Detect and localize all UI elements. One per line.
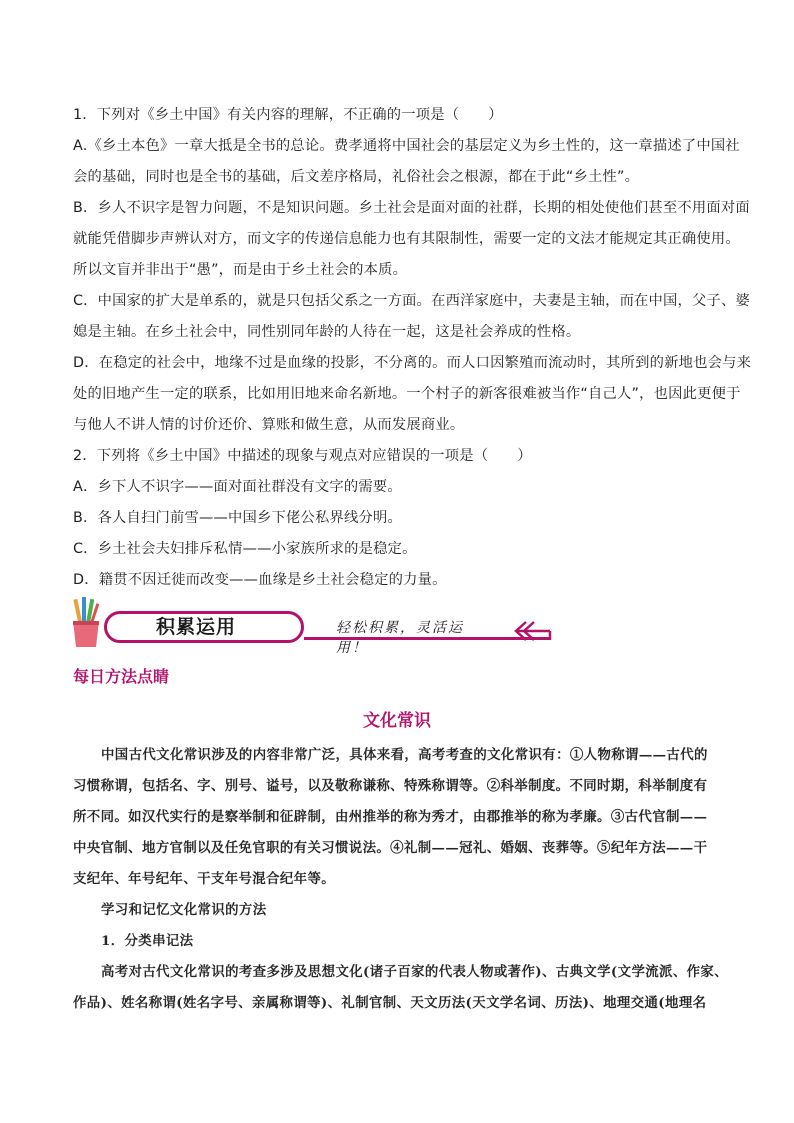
body-text (73, 740, 733, 1019)
body-line: 中央官制、地方官制以及任免官职的有关习惯说法。④礼制——冠礼、婚姻、丧葬等。⑤纪年方法——干 (73, 840, 708, 856)
doc-title: 文化常识 (363, 711, 431, 731)
arrow-left-icon (512, 619, 552, 643)
banner-slogan: 轻松积累，灵活运用！ (336, 620, 464, 656)
question-block (73, 100, 752, 596)
banner-title: 积累运用 (156, 616, 237, 638)
body-line: 所不同。如汉代实行的是察举制和征辟制，由州推举的称为秀才，由郡推举的称为孝廉。③古代官制—— (73, 809, 708, 825)
question-line: D．籍贯不因迁徙而改变——血缘是乡土社会稳定的力量。 (73, 572, 447, 588)
question-line: D．在稳定的社会中，地缘不过是血缘的投影，不分离的。而人口因繁殖而流动时，其所到的新地也会与来 (73, 355, 752, 371)
body-line: 高考对古代文化常识的考查多涉及思想文化(诸子百家的代表人物或著作)、古典文学(文学流派、作家、 (101, 964, 728, 980)
question-line: A．乡下人不识字——面对面社群没有文字的需要。 (73, 479, 402, 495)
body-subheading: 1．分类串记法 (101, 933, 194, 949)
question-line: C．中国家的扩大是单系的，就是只包括父系之一方面。在西洋家庭中，夫妻是主轴，而在中国，父子、婆 (73, 293, 751, 309)
body-subheading: 学习和记忆文化常识的方法 (101, 902, 267, 918)
section-banner (68, 595, 488, 656)
question-line: 与他人不讲人情的讨价还价、算账和做生意，从而发展商业。 (73, 417, 465, 433)
question-line: B．乡人不识字是智力问题，不是知识问题。乡土社会是面对面的社群，长期的相处使他们甚至不用面对面 (73, 200, 750, 216)
question-line: A.《乡土本色》一章大抵是全书的总论。费孝通将中国社会的基层定义为乡土性的，这一章描述了中国社 (73, 138, 740, 154)
question-line: 处的旧地产生一定的联系，比如用旧地来命名新地。一个村子的新客很难被当作“自己人”，也因此更便于 (73, 386, 741, 402)
pencil-cup-icon (70, 597, 102, 649)
question-line: C．乡土社会夫妇排斥私情——小家族所求的是稳定。 (73, 541, 417, 557)
question-line: 所以文盲并非出于“愚”，而是由于乡土社会的本质。 (73, 262, 408, 278)
question-line: 1．下列对《乡土中国》有关内容的理解，不正确的一项是（ ） (73, 107, 503, 123)
method-heading: 每日方法点睛 (73, 667, 170, 686)
question-line: 2．下列将《乡土中国》中描述的现象与观点对应错误的一项是（ ） (73, 448, 532, 464)
question-line: B．各人自扫门前雪——中国乡下佬公私界线分明。 (73, 510, 402, 526)
body-line: 习惯称谓，包括名、字、別号、谥号，以及敬称谦称、特殊称谓等。②科举制度。不同时期，科举制度有 (73, 778, 708, 794)
question-line: 媳是主轴。在乡土社会中，同性别同年龄的人待在一起，这是社会养成的性格。 (73, 324, 581, 340)
body-line: 中国古代文化常识涉及的内容非常广泛，具体来看，高考考查的文化常识有：①人物称谓——古代的 (101, 747, 708, 763)
body-line: 支纪年、年号纪年、干支年号混合纪年等。 (73, 871, 336, 887)
question-line: 会的基础，同时也是全书的基础，后文差序格局，礼俗社会之根源，都在于此“乡土性”。 (73, 169, 640, 185)
question-line: 就能凭借脚步声辨认对方，而文字的传递信息能力也有其限制性，需要一定的文法才能规定其正确使用。 (73, 231, 740, 247)
body-line: 作品)、姓名称谓(姓名字号、亲属称谓等)、礼制官制、天文历法(天文学名词、历法)、地理交通(地理名 (73, 995, 707, 1011)
